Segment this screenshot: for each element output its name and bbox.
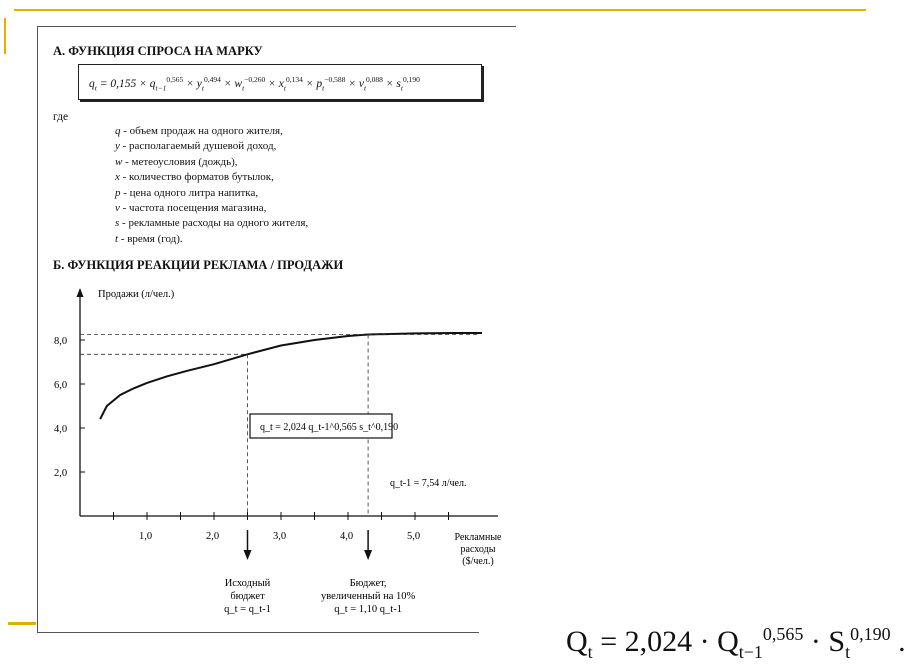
legend-item-s	[115, 216, 308, 231]
page-border-bottom	[37, 632, 479, 633]
x-axis-label-line3: ($/чел.)	[462, 556, 494, 567]
budget-label-line: Исходный	[224, 578, 271, 589]
legend-item-t	[115, 232, 308, 247]
y-tick-label: 2,0	[54, 468, 68, 479]
page-border-top	[37, 26, 516, 27]
section-b-title: Б. ФУНКЦИЯ РЕАКЦИИ РЕКЛАМА / ПРОДАЖИ	[53, 258, 344, 272]
y-axis-label: Продажи (л/чел.)	[98, 289, 175, 300]
decor-line-left	[4, 18, 6, 54]
variable-legend	[115, 124, 308, 247]
budget-label-line: увеличенный на 10%	[320, 591, 416, 602]
legend-text: - располагаемый душевой доход,	[119, 140, 277, 153]
decor-line-top	[14, 9, 866, 11]
where-label: где	[53, 111, 69, 123]
x-tick-label: 5,0	[407, 531, 421, 542]
legend-text: - рекламные расходы на одного жителя,	[119, 217, 309, 230]
y-axis-arrow	[77, 288, 84, 297]
legend-symbol: t	[115, 232, 119, 245]
demand-equation-box	[78, 64, 482, 100]
demand-equation	[89, 75, 420, 92]
page-border-left	[37, 26, 38, 633]
y-tick-label: 6,0	[54, 380, 68, 391]
budget-arrow-head	[364, 550, 372, 560]
demand-equation-text: $q_t = 0,155 \times q_{t-1}^{0,565} \times y_t^{0,494} \times w_t^{-0,260} \times x_t^{0,134} \times p_t^{-0,588} \times v_t^{0,088} \times s_t^{0,190}$	[89, 75, 420, 93]
section-a-title: А. ФУНКЦИЯ СПРОСА НА МАРКУ	[53, 44, 263, 58]
bottom-equation: $Q_t = 2,024 \cdot Q_{t-1}^{0,565} \cdot S_t^{0,190}$ .	[566, 624, 906, 662]
x-tick-label: 1,0	[139, 531, 153, 542]
legend-text: - объем продаж на одного жителя,	[120, 125, 283, 137]
budget-label-line: q_t = q_t-1	[224, 604, 271, 615]
legend-item-x	[115, 170, 308, 185]
budget-label-line: q_t = 1,10 q_t-1	[334, 604, 402, 615]
legend-item-y	[115, 139, 308, 154]
legend-symbol: v	[115, 202, 120, 215]
legend-text: - метеоусловия (дождь),	[122, 155, 238, 168]
legend-text: - время (год).	[118, 232, 183, 245]
legend-text: - частота посещения магазина,	[119, 202, 267, 215]
legend-symbol: x	[115, 171, 120, 184]
sales-curve	[100, 333, 482, 419]
x-axis-label-line2: расходы	[460, 544, 496, 555]
formula-annotation: q_t = 2,024 q_t-1^0,565 s_t^0,190	[260, 422, 399, 433]
legend-text: - количество форматов бутылок,	[119, 171, 274, 184]
legend-symbol: y	[115, 140, 120, 153]
legend-item-q	[115, 124, 308, 139]
budget-label-line: бюджет	[230, 591, 265, 602]
budget-label-line: Бюджет,	[349, 578, 387, 589]
legend-symbol: q	[115, 125, 121, 137]
x-axis-label-line1: Рекламные	[454, 532, 502, 543]
legend-item-w	[115, 155, 308, 170]
budget-arrow-head	[244, 550, 252, 560]
legend-text: - цена одного литра напитка,	[120, 186, 259, 199]
legend-symbol: p	[115, 186, 121, 199]
legend-item-v	[115, 201, 308, 216]
x-tick-label: 3,0	[273, 531, 287, 542]
y-tick-label: 8,0	[54, 336, 68, 347]
legend-symbol: w	[115, 155, 123, 168]
legend-symbol: s	[115, 217, 120, 230]
legend-item-p	[115, 186, 308, 201]
qt1-annotation: q_t-1 = 7,54 л/чел.	[390, 478, 467, 489]
x-tick-label: 4,0	[340, 531, 354, 542]
response-chart	[40, 280, 520, 625]
decor-line-bottom	[8, 622, 36, 625]
y-tick-label: 4,0	[54, 424, 68, 435]
x-tick-label: 2,0	[206, 531, 220, 542]
